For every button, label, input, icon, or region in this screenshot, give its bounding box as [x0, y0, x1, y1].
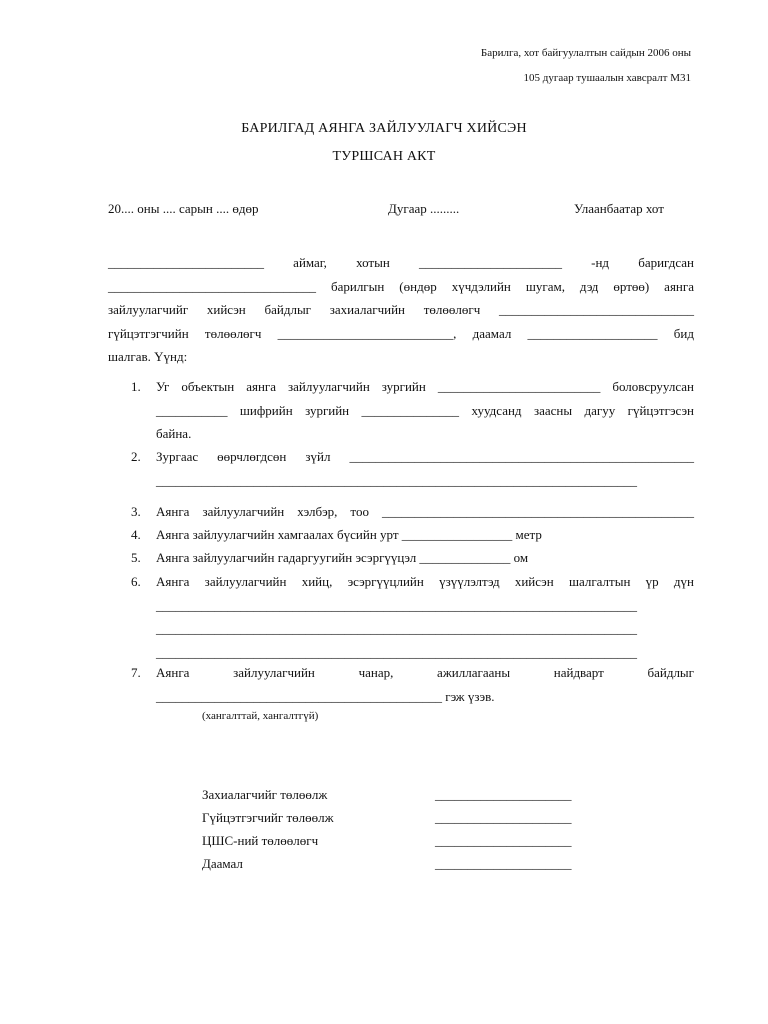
city-field: Улаанбаатар хот	[574, 201, 664, 216]
item-line: Аянга зайлуулагчийн хамгаалах бүсийн урт _________________ метр	[156, 527, 542, 542]
item-line: __________________________________________________________________________	[156, 472, 637, 488]
signature-label: Даамал	[202, 856, 243, 871]
item-number: 1.	[131, 379, 141, 394]
header-note-line2: 105 дугаар тушаалын хавсралт М31	[523, 72, 691, 84]
item-number: 7.	[131, 665, 141, 680]
item-line: __________________________________________________________________________	[156, 644, 637, 660]
item-7-note: (хангалттай, хангалтгүй)	[202, 710, 319, 722]
signature-line: _____________________	[435, 810, 572, 825]
item-line: __________________________________________________________________________	[156, 621, 637, 636]
intro-line: зайлуулагчийг хийсэн байдлыг захиалагчийн төлөөлөгч ______________________________	[108, 302, 694, 317]
signature-line: _____________________	[435, 787, 572, 802]
item-number: 2.	[131, 449, 141, 464]
header-note-line1: Барилга, хот байгуулалтын сайдын 2006 оны	[480, 47, 691, 59]
signature-label: ЦШС-ний төлөөлөгч	[202, 833, 319, 848]
intro-paragraph	[108, 251, 694, 369]
document-title: БАРИЛГАД АЯНГА ЗАЙЛУУЛАГЧ ХИЙСЭН	[241, 121, 527, 136]
intro-line: шалгав. Үүнд:	[108, 349, 188, 364]
item-line: Аянга зайлуулагчийн хэлбэр, тоо ________________________________________________	[156, 504, 694, 519]
item-number: 5.	[131, 550, 141, 565]
signature-label: Гүйцэтгэгчийг төлөөлж	[202, 810, 334, 825]
item-line: Аянга зайлуулагчийн гадаргуугийн эсэргүүцэл ______________ ом	[156, 550, 529, 565]
intro-line: ________________________ аймаг, хотын ______________________ -нд баригдсан	[108, 255, 694, 270]
item-line: Аянга зайлуулагчийн хийц, эсэргүүцлийн үзүүлэлтэд хийсэн шалгалтын үр дүн	[156, 574, 694, 589]
item-line: ____________________________________________ гэж үзэв.	[156, 688, 495, 704]
signature-line: _____________________	[435, 856, 572, 871]
date-field: 20.... оны .... сарын .... өдөр	[108, 201, 259, 216]
item-line: __________________________________________________________________________	[156, 597, 637, 613]
item-number: 4.	[131, 527, 141, 542]
intro-line: ________________________________ барилгын (өндөр хүчдэлийн шугам, дэд өртөө) аянга	[108, 278, 694, 294]
number-field: Дугаар .........	[388, 201, 460, 216]
signature-label: Захиалагчийг төлөөлж	[202, 787, 328, 802]
intro-line: гүйцэтгэгчийн төлөөлөгч ___________________________, даамал ____________________ бид	[108, 325, 694, 341]
item-line: Аянга зайлуулагчийн чанар, ажиллагааны найдварт байдлыг	[156, 665, 694, 680]
document-subtitle: ТУРШСАН АКТ	[332, 149, 436, 164]
item-line: ___________ шифрийн зургийн _______________ хуудсанд заасны дагуу гүйцэтгэсэн	[156, 402, 694, 418]
item-number: 3.	[131, 504, 141, 519]
item-number: 6.	[131, 574, 141, 589]
item-line: байна.	[156, 426, 192, 441]
item-line: Зургаас өөрчлөгдсөн зүйл _____________________________________________________	[156, 449, 694, 464]
signature-line: _____________________	[435, 833, 572, 848]
item-line: Уг объектын аянга зайлуулагчийн зургийн _________________________ боловсруулсан	[156, 379, 694, 394]
